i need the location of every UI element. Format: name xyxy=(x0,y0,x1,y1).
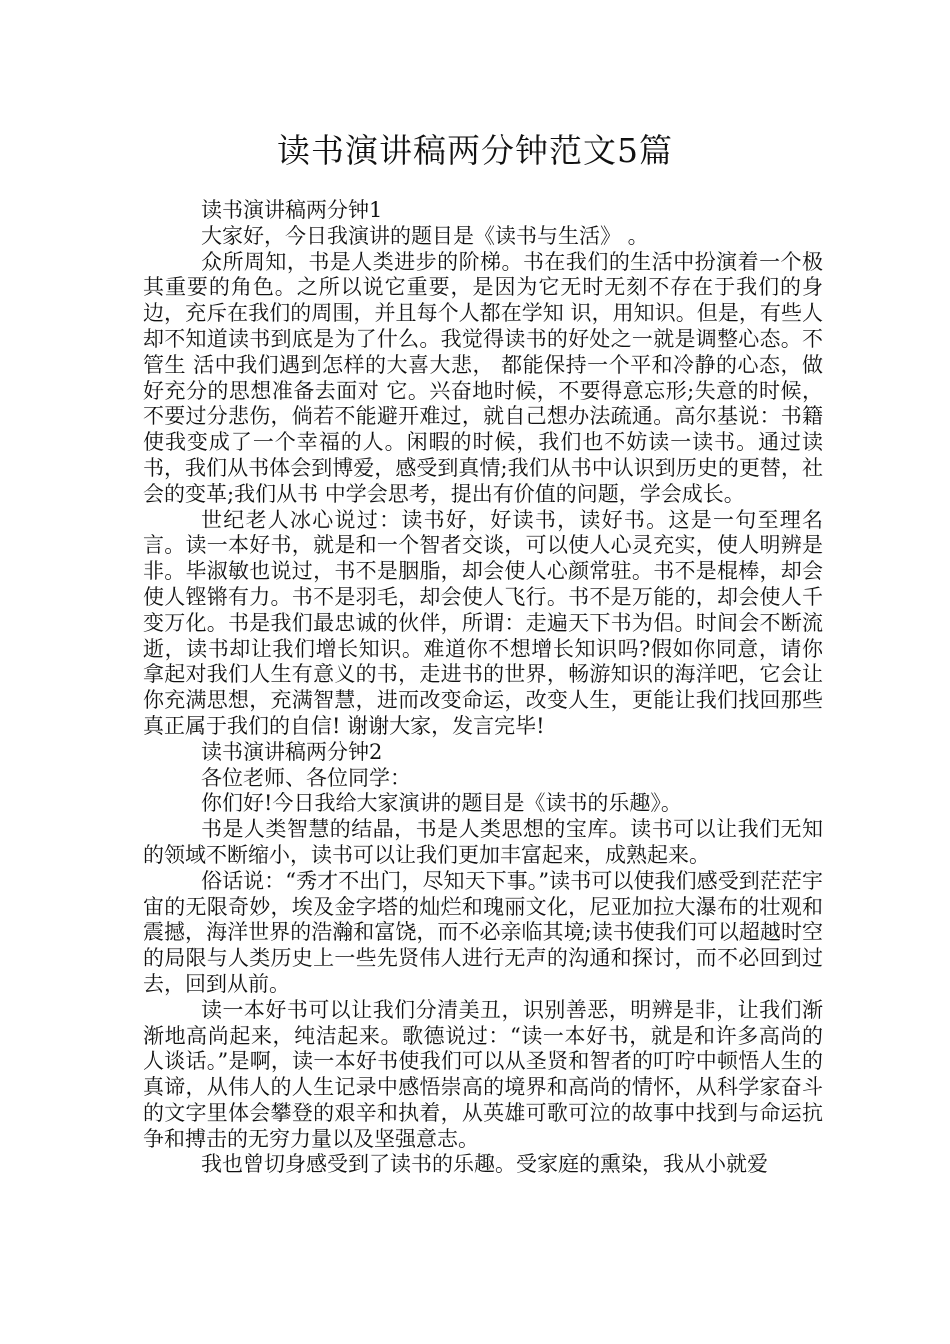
paragraph: 大家好，今日我演讲的题目是《读书与生活》 。 xyxy=(201,223,649,248)
paragraph: 世纪老人冰心说过：读书好，好读书，读好书。这是一句至理名言。读一本好书，就是和一个智者交谈，可以使人心灵充实，使人明辨是非。毕淑敏也说过，书不是胭脂，却会使人心颜常驻。书不是棍棒，却会使人铿锵有力。书不是羽毛，却会使人飞行。书不是万能的，却会使人千变万化。书是我们最忠诚的伙伴，所谓：走遍天下书为侣。时间会不断流逝，读书却让我们增长知识。难道你不想增长知识吗?假如你同意，请你拿起对我们人生有意义的书，走进书的世界，畅游知识的海洋吧，它会让你充满思想，充满智慧，进而改变命运，改变人生，更能让我们找回那些真正属于我们的自信! 谢谢大家，发言完毕! xyxy=(143,507,823,738)
document-title: 读书演讲稿两分钟范文5篇 xyxy=(277,131,673,170)
paragraph: 我也曾切身感受到了读书的乐趣。受家庭的熏染，我从小就爱 xyxy=(201,1152,768,1177)
document-body xyxy=(143,198,823,1178)
paragraph: 读一本好书可以让我们分清美丑，识别善恶，明辨是非，让我们渐渐地高尚起来，纯洁起来。歌德说过：“读一本好书，就是和许多高尚的人谈话。”是啊，读一本好书使我们可以从圣贤和智者的叮咛中顿悟人生的真谛，从伟人的人生记录中感悟崇高的境界和高尚的情怀，从科学家奋斗的文字里体会攀登的艰辛和执着，从英雄可歌可泣的故事中找到与命运抗争和搏击的无穷力量以及坚强意志。 xyxy=(143,997,823,1151)
section-heading-2: 读书演讲稿两分钟2 xyxy=(201,739,383,764)
paragraph: 俗话说：“秀才不出门，尽知天下事。”读书可以使我们感受到茫茫宇宙的无限奇妙，埃及金字塔的灿烂和瑰丽文化，尼亚加拉大瀑布的壮观和震撼，海洋世界的浩瀚和富饶，而不必亲临其境;读书使我们可以超越时空的局限与人类历史上一些先贤伟人进行无声的沟通和探讨，而不必回到过去，回到从前。 xyxy=(143,868,823,996)
section-heading-1: 读书演讲稿两分钟1 xyxy=(201,198,383,222)
paragraph: 众所周知，书是人类进步的阶梯。书在我们的生活中扮演着一个极其重要的角色。之所以说它重要，是因为它无时无刻不存在于我们的身边，充斥在我们的周围，并且每个人都在学知 识，用知识。但是，有些人却不知道读书到底是为了什么。我觉得读书的好处之一就是调整心态。不管生 活中我们遇到怎样的大喜大悲， 都能保持一个平和冷静的心态，做好充分的思想准备去面对 它。兴奋地时候，不要得意忘形;失意的时候，不要过分悲伤，倘若不能避开难过，就自己想办法疏通。高尔基说：书籍使我变成了一个幸福的人。闲暇的时候，我们也不妨读一读书。通过读书，我们从书体会到博爱，感受到真情;我们从书中认识到历史的更替，社会的变革;我们从书 中学会思考，提出有价值的问题，学会成长。 xyxy=(143,249,823,506)
paragraph: 各位老师、各位同学： xyxy=(201,765,411,790)
paragraph: 你们好!今日我给大家演讲的题目是《读书的乐趣》。 xyxy=(201,791,682,816)
paragraph: 书是人类智慧的结晶，书是人类思想的宝库。读书可以让我们无知的领域不断缩小，读书可以让我们更加丰富起来，成熟起来。 xyxy=(143,817,823,867)
